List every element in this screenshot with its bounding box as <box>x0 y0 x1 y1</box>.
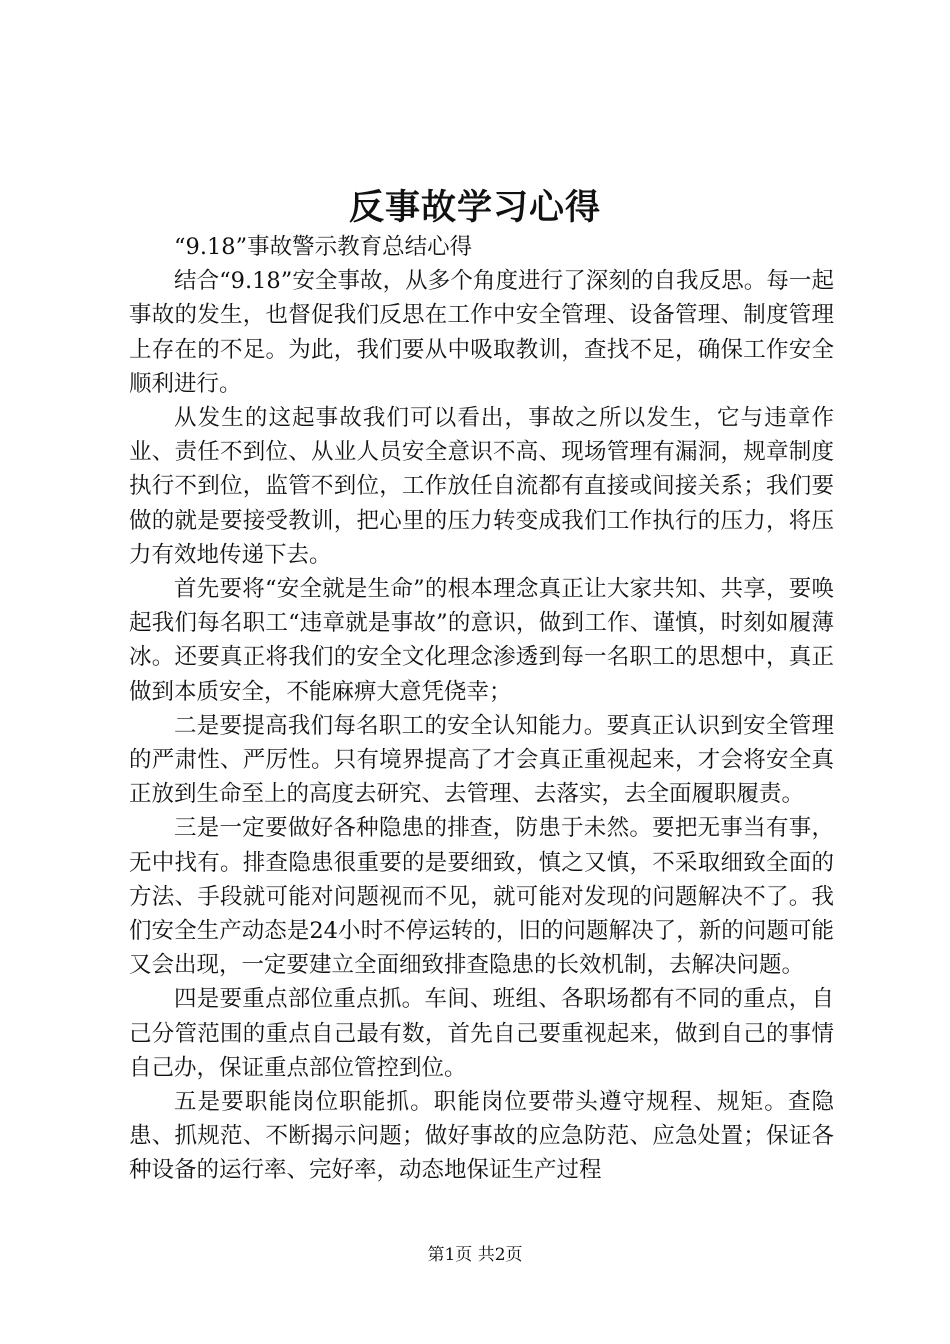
paragraph-2: 从发生的这起事故我们可以看出，事故之所以发生，它与违章作业、责任不到位、从业人员安全意识不高、现场管理有漏洞，规章制度执行不到位，监管不到位，工作放任自流都有直接或间接关系；我们要做的就是要接受教训，把心里的压力转变成我们工作执行的压力，将压力有效地传递下去。 <box>129 405 834 568</box>
document-title: 反事故学习心得 <box>348 187 601 228</box>
paragraph-4: 二是要提高我们每名职工的安全认知能力。要真正认识到安全管理的严肃性、严厉性。只有境界提高了才会真正重视起来，才会将安全真正放到生命至上的高度去研究、去管理、去落实，去全面履职履责。 <box>129 712 834 808</box>
paragraph-3: 首先要将“安全就是生命”的根本理念真正让大家共知、共享，要唤起我们每名职工“违章就是事故”的意识，做到工作、谨慎，时刻如履薄冰。还要真正将我们的安全文化理念渗透到每一名职工的思想中，真正做到本质安全，不能麻痹大意凭侥幸； <box>129 576 834 705</box>
paragraph-6: 四是要重点部位重点抓。车间、班组、各职场都有不同的重点，自己分管范围的重点自己最有数，首先自己要重视起来，做到自己的事情自己办，保证重点部位管控到位。 <box>129 986 834 1081</box>
paragraph-1: 结合“9.18”安全事故，从多个角度进行了深刻的自我反思。每一起事故的发生，也督促我们反思在工作中安全管理、设备管理、制度管理上存在的不足。为此，我们要从中吸取教训，查找不足，确保工作安全顺利进行。 <box>129 268 834 397</box>
paragraph-5: 三是一定要做好各种隐患的排查，防患于未然。要把无事当有事，无中找有。排查隐患很重要的是要细致，慎之又慎，不采取细致全面的方法、手段就可能对问题视而不见，就可能对发现的问题解决不了。我们安全生产动态是24小时不停运转的，旧的问题解决了，新的问题可能又会出现，一定要建立全面细致排查隐患的长效机制，去解决问题。 <box>129 815 834 979</box>
document-body <box>129 230 834 1188</box>
document-subtitle: “9.18”事故警示教育总结心得 <box>174 234 473 260</box>
paragraph-7: 五是要职能岗位职能抓。职能岗位要带头遵守规程、规矩。查隐患、抓规范、不断揭示问题；做好事故的应急防范、应急处置；保证各种设备的运行率、完好率，动态地保证生产过程 <box>129 1089 834 1184</box>
page-number-footer: 第1页 共2页 <box>427 1245 523 1265</box>
